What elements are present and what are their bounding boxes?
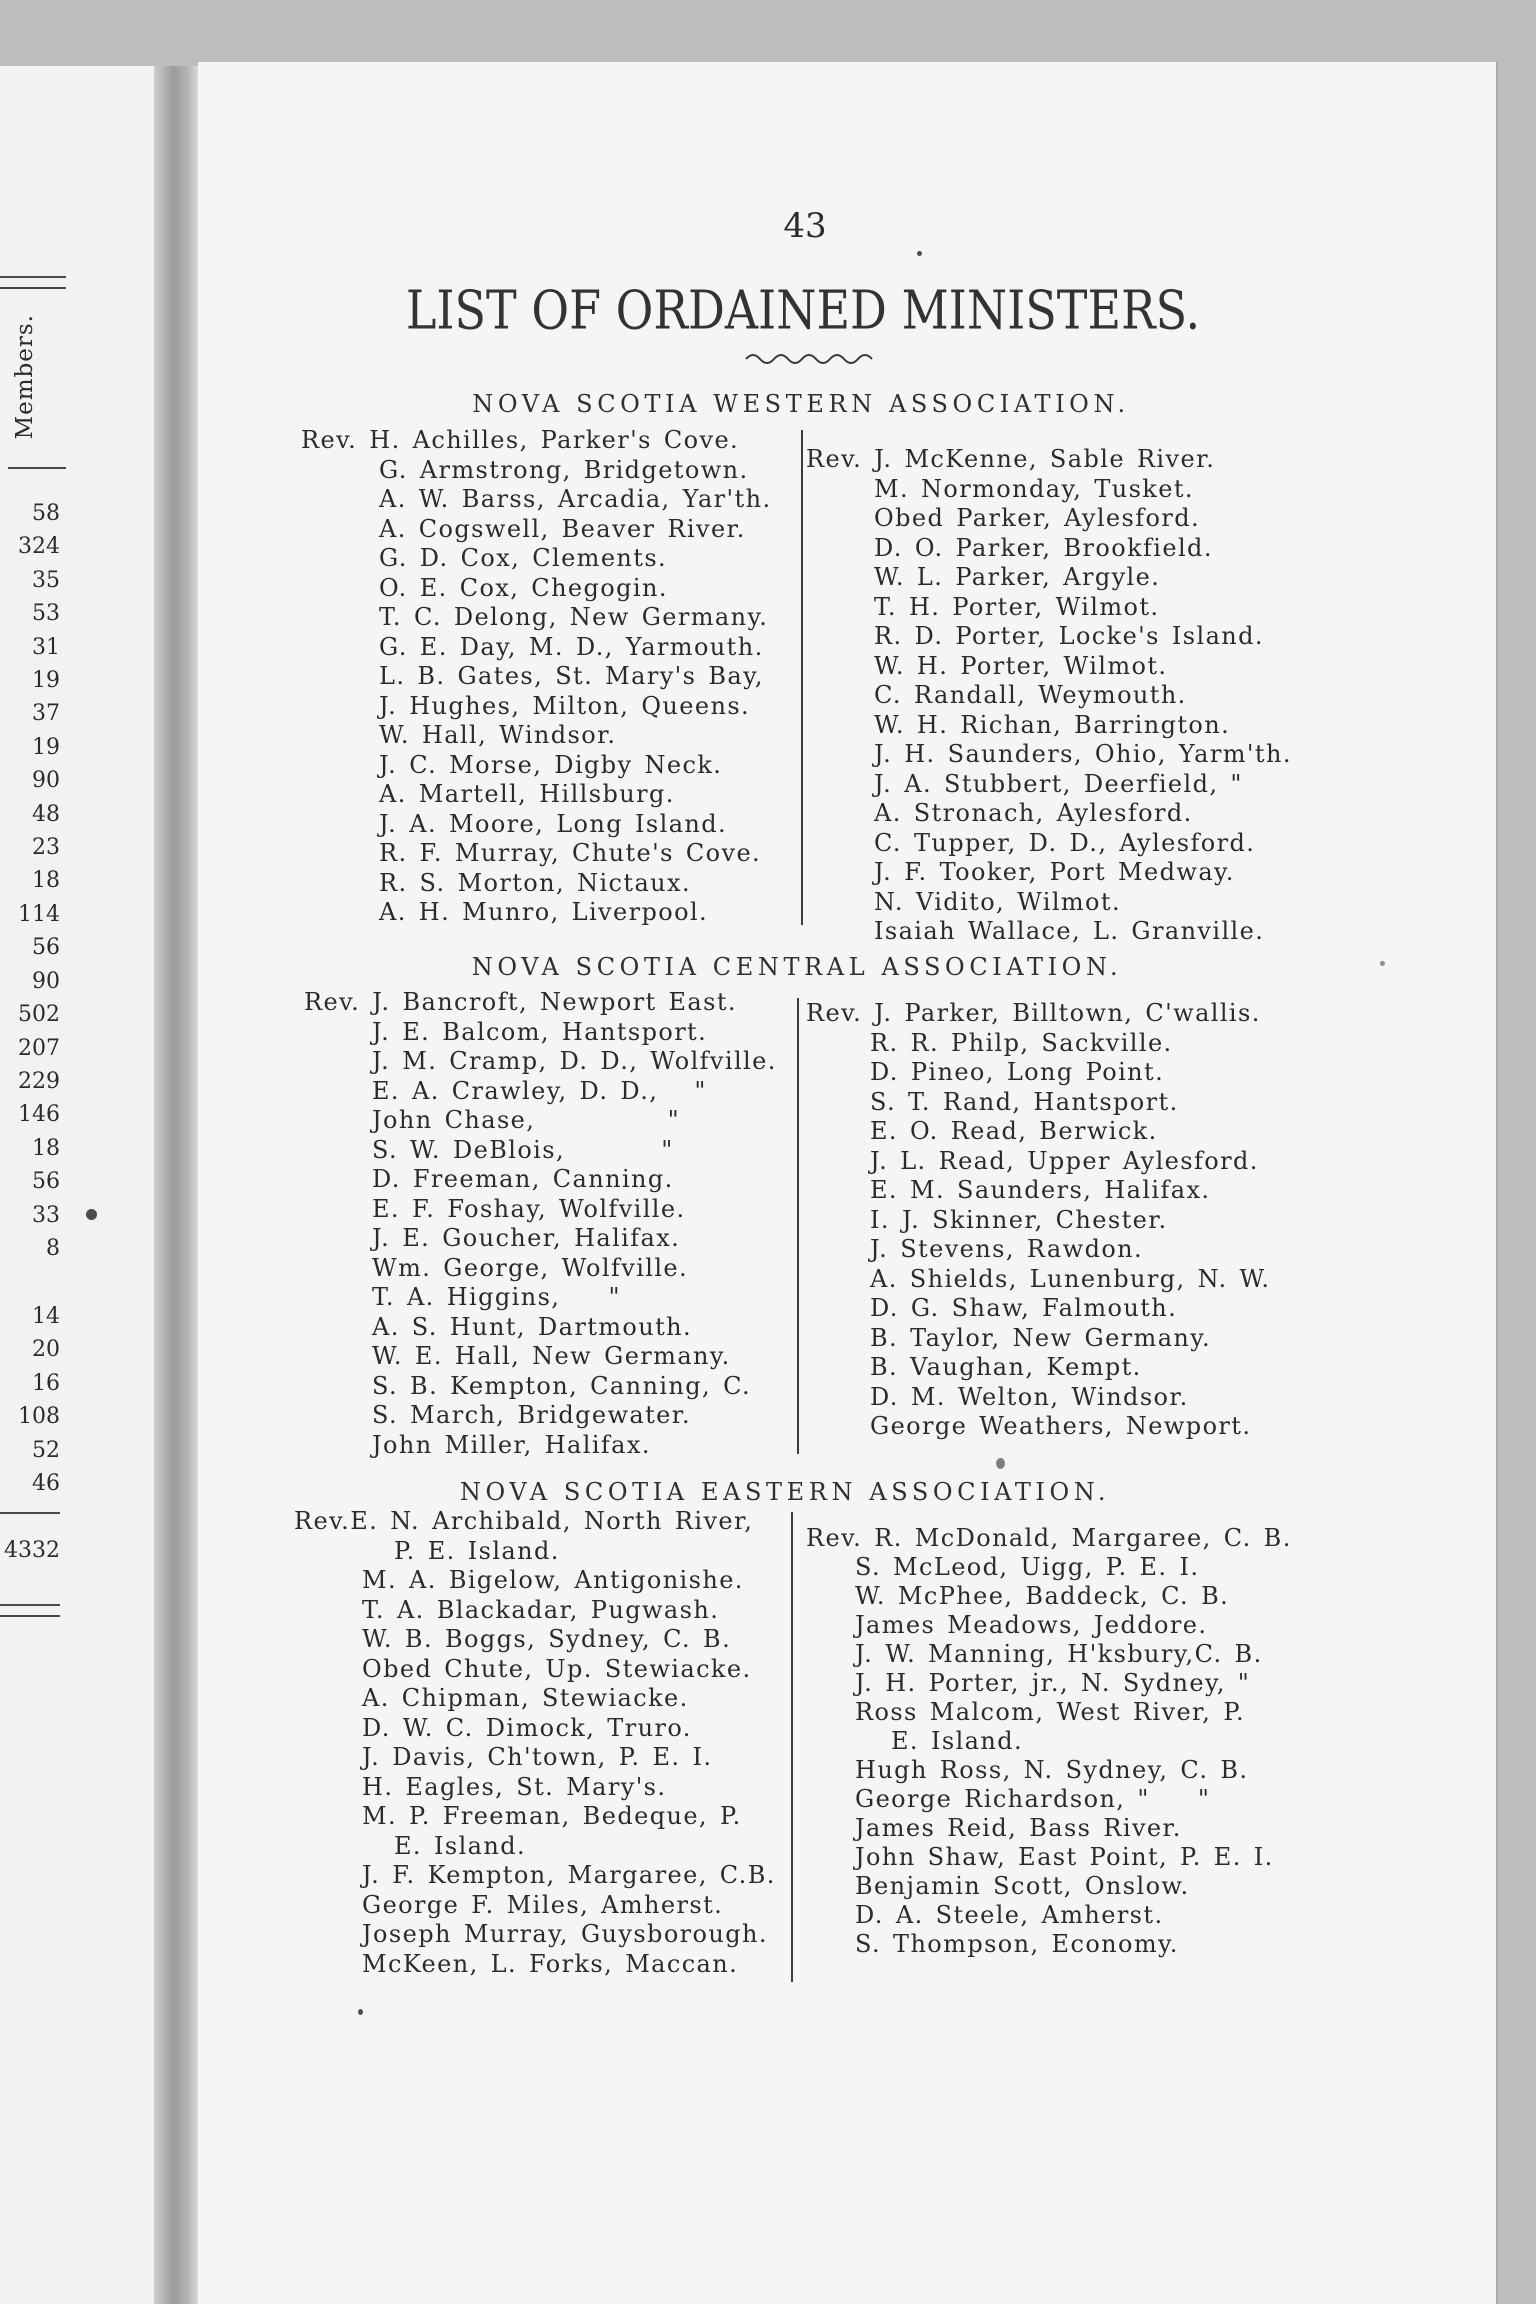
rule-line <box>0 1512 60 1514</box>
minister-entry: S. McLeod, Uigg, P. E. I. <box>855 1553 1200 1581</box>
minister-entry: D. W. C. Dimock, Truro. <box>362 1713 692 1742</box>
ink-spot <box>358 2009 363 2015</box>
minister-entry: B. Vaughan, Kempt. <box>870 1353 1142 1381</box>
minister-entry: E. M. Saunders, Halifax. <box>870 1176 1211 1204</box>
minister-entry: John Chase, " <box>372 1106 681 1134</box>
minister-entry: Obed Parker, Aylesford. <box>874 504 1201 532</box>
member-count: 146 <box>18 1102 60 1128</box>
minister-entry: John Shaw, East Point, P. E. I. <box>855 1843 1274 1871</box>
rule-line <box>0 287 66 289</box>
minister-entry: J. H. Saunders, Ohio, Yarm'th. <box>874 740 1292 768</box>
section-heading-central: NOVA SCOTIA CENTRAL ASSOCIATION. <box>471 953 1123 981</box>
member-count: 16 <box>32 1370 60 1396</box>
minister-entry: J. E. Goucher, Halifax. <box>372 1224 681 1252</box>
minister-entry: J. F. Tooker, Port Medway. <box>874 858 1235 886</box>
member-count: 33 <box>32 1202 60 1228</box>
rule-line <box>0 1615 60 1617</box>
minister-entry: T. H. Porter, Wilmot. <box>874 592 1160 621</box>
minister-entry: J. A. Stubbert, Deerfield, " <box>874 769 1243 798</box>
minister-entry: A. Stronach, Aylesford. <box>874 799 1193 827</box>
western-left-column <box>301 426 771 928</box>
member-count: 90 <box>32 968 60 994</box>
minister-entry: I. J. Skinner, Chester. <box>870 1205 1168 1234</box>
minister-entry: R. D. Porter, Locke's Island. <box>874 622 1264 650</box>
page-title: LIST OF ORDAINED MINISTERS. <box>405 278 1201 341</box>
minister-entry: S. B. Kempton, Canning, C. <box>372 1371 752 1400</box>
minister-entry: M. A. Bigelow, Antigonishe. <box>362 1566 744 1594</box>
member-count: 19 <box>32 668 60 694</box>
minister-entry: Rev. J. Parker, Billtown, C'wallis. <box>806 999 1261 1027</box>
minister-entry: D. Freeman, Canning. <box>372 1165 674 1193</box>
minister-entry: T. C. Delong, New Germany. <box>379 603 769 631</box>
minister-entry: D. O. Parker, Brookfield. <box>874 533 1213 562</box>
minister-entry: B. Taylor, New Germany. <box>870 1323 1212 1352</box>
minister-entry: E. F. Foshay, Wolfville. <box>372 1194 686 1223</box>
minister-entry-continuation: E. Island. <box>891 1727 1024 1755</box>
member-count: 207 <box>18 1035 60 1061</box>
minister-entry: A. Martell, Hillsburg. <box>379 780 675 808</box>
minister-entry: T. A. Higgins, " <box>372 1283 621 1311</box>
minister-entry: W. Hall, Windsor. <box>379 721 617 749</box>
minister-entry: A. S. Hunt, Dartmouth. <box>372 1312 693 1341</box>
minister-entry: John Miller, Halifax. <box>372 1430 651 1459</box>
member-count: 324 <box>18 534 60 560</box>
minister-entry: W. L. Parker, Argyle. <box>874 563 1161 591</box>
minister-entry: J. F. Kempton, Margaree, C.B. <box>362 1861 776 1889</box>
member-count: 18 <box>32 1135 60 1161</box>
column-divider <box>801 430 803 925</box>
minister-entry: Benjamin Scott, Onslow. <box>855 1872 1190 1900</box>
ink-spot <box>917 251 922 256</box>
minister-entry: J. H. Porter, jr., N. Sydney, " <box>855 1669 1251 1697</box>
member-count: 53 <box>32 601 60 627</box>
minister-entry: J. W. Manning, H'ksbury,C. B. <box>855 1640 1263 1668</box>
member-count: 56 <box>32 935 60 961</box>
minister-entry: James Meadows, Jeddore. <box>855 1611 1208 1639</box>
minister-entry: O. E. Cox, Chegogin. <box>379 573 668 602</box>
member-count: 37 <box>32 701 60 727</box>
eastern-left-column <box>294 1507 776 1979</box>
minister-entry: W. B. Boggs, Sydney, C. B. <box>362 1625 732 1653</box>
minister-entry: M. P. Freeman, Bedeque, P. <box>362 1802 742 1830</box>
minister-entry: S. Thompson, Economy. <box>855 1930 1179 1958</box>
section-heading-eastern: NOVA SCOTIA EASTERN ASSOCIATION. <box>459 1478 1111 1506</box>
member-count: 48 <box>32 801 60 827</box>
member-count: 114 <box>18 901 60 927</box>
member-count: 14 <box>32 1304 60 1329</box>
minister-entry: James Reid, Bass River. <box>855 1814 1182 1842</box>
minister-entry: A. Chipman, Stewiacke. <box>362 1684 689 1712</box>
minister-entry: J. M. Cramp, D. D., Wolfville. <box>372 1047 777 1075</box>
minister-entry: L. B. Gates, St. Mary's Bay, <box>379 662 764 690</box>
minister-entry: Wm. George, Wolfville. <box>372 1253 689 1282</box>
minister-entry: G. Armstrong, Bridgetown. <box>379 455 749 484</box>
minister-entry: D. Pineo, Long Point. <box>870 1058 1165 1086</box>
minister-entry: C. Tupper, D. D., Aylesford. <box>874 828 1256 857</box>
minister-entry: T. A. Blackadar, Pugwash. <box>362 1595 720 1624</box>
minister-entry: R. F. Murray, Chute's Cove. <box>379 839 762 867</box>
minister-entry: S. March, Bridgewater. <box>372 1401 692 1429</box>
minister-entry-continuation: P. E. Island. <box>394 1536 560 1565</box>
minister-entry: D. G. Shaw, Falmouth. <box>870 1294 1178 1322</box>
minister-entry: Obed Chute, Up. Stewiacke. <box>362 1654 752 1683</box>
column-divider <box>797 998 799 1454</box>
member-counts-upper <box>0 497 60 1265</box>
ink-spot <box>996 1458 1005 1469</box>
minister-entry: George Weathers, Newport. <box>870 1412 1252 1440</box>
minister-entry: N. Vidito, Wilmot. <box>874 887 1121 916</box>
minister-entry: R. R. Philp, Sackville. <box>870 1028 1173 1057</box>
wave-ornament <box>743 350 873 366</box>
minister-entry: Rev. J. McKenne, Sable River. <box>806 445 1216 473</box>
column-divider <box>791 1512 793 1982</box>
minister-entry: Ross Malcom, West River, P. <box>855 1698 1246 1726</box>
member-count: 90 <box>32 768 60 794</box>
eastern-right-column <box>806 1524 1292 1959</box>
minister-entry: Rev. H. Achilles, Parker's Cove. <box>301 426 740 454</box>
rule-line <box>0 1604 60 1606</box>
minister-entry: H. Eagles, St. Mary's. <box>362 1772 667 1801</box>
member-count: 18 <box>32 868 60 894</box>
minister-entry: C. Randall, Weymouth. <box>874 681 1187 709</box>
minister-entry: Joseph Murray, Guysborough. <box>362 1920 768 1948</box>
minister-entry: E. A. Crawley, D. D., " <box>372 1076 707 1105</box>
minister-entry: W. H. Porter, Wilmot. <box>874 651 1168 680</box>
member-total: 4332 <box>4 1538 60 1563</box>
member-count: 8 <box>46 1235 60 1261</box>
member-count: 31 <box>32 634 60 660</box>
minister-entry: George F. Miles, Amherst. <box>362 1890 724 1919</box>
minister-entry: S. T. Rand, Hantsport. <box>870 1087 1179 1116</box>
minister-entry: W. E. Hall, New Germany. <box>372 1342 731 1370</box>
minister-entry: D. A. Steele, Amherst. <box>855 1901 1164 1929</box>
minister-entry: Rev. R. McDonald, Margaree, C. B. <box>806 1524 1292 1552</box>
member-count: 20 <box>32 1337 60 1363</box>
minister-entry: W. McPhee, Baddeck, C. B. <box>855 1582 1230 1610</box>
binding-gutter <box>154 66 198 2304</box>
central-right-column <box>806 999 1270 1442</box>
member-count: 23 <box>32 835 60 861</box>
member-count: 35 <box>32 567 60 593</box>
member-count: 502 <box>18 1002 60 1028</box>
member-count: 58 <box>32 501 60 526</box>
minister-entry: A. W. Barss, Arcadia, Yar'th. <box>379 485 772 513</box>
minister-entry: A. Cogswell, Beaver River. <box>379 514 746 543</box>
minister-entry: J. C. Morse, Digby Neck. <box>379 750 723 779</box>
member-count: 46 <box>32 1471 60 1497</box>
minister-entry: Isaiah Wallace, L. Granville. <box>874 917 1265 945</box>
minister-entry: J. Hughes, Milton, Queens. <box>379 691 751 720</box>
minister-entry: E. O. Read, Berwick. <box>870 1117 1158 1145</box>
minister-entry: G. D. Cox, Clements. <box>379 544 668 572</box>
member-count: 108 <box>18 1404 60 1430</box>
minister-entry: S. W. DeBlois, " <box>372 1135 674 1164</box>
rule-line <box>0 276 66 278</box>
minister-entry: A. H. Munro, Liverpool. <box>379 898 709 926</box>
member-count: 229 <box>18 1068 60 1094</box>
minister-entry: M. Normonday, Tusket. <box>874 474 1194 503</box>
member-count: 52 <box>32 1437 60 1463</box>
minister-entry: R. S. Morton, Nictaux. <box>379 868 691 897</box>
minister-entry: George Richardson, " " <box>855 1785 1211 1813</box>
minister-entry: G. E. Day, M. D., Yarmouth. <box>379 632 764 661</box>
minister-entry: W. H. Richan, Barrington. <box>874 710 1231 739</box>
members-column-header: Members. <box>12 314 38 440</box>
section-heading-western: NOVA SCOTIA WESTERN ASSOCIATION. <box>472 390 1130 418</box>
minister-entry: McKeen, L. Forks, Maccan. <box>362 1949 739 1978</box>
member-counts-lower <box>0 1300 60 1500</box>
minister-entry: J. Davis, Ch'town, P. E. I. <box>362 1743 713 1771</box>
western-right-column <box>806 445 1292 947</box>
ink-spot <box>1380 961 1385 966</box>
minister-entry: J. A. Moore, Long Island. <box>379 809 728 838</box>
minister-entry: Hugh Ross, N. Sydney, C. B. <box>855 1756 1249 1784</box>
minister-entry: Rev.E. N. Archibald, North River, <box>294 1507 754 1535</box>
ink-spot <box>86 1209 97 1220</box>
member-count: 19 <box>32 734 60 760</box>
minister-entry: J. E. Balcom, Hantsport. <box>372 1017 708 1046</box>
minister-entry: J. Stevens, Rawdon. <box>870 1235 1144 1263</box>
central-left-column <box>304 988 777 1460</box>
page-number: 43 <box>783 206 827 246</box>
minister-entry: Rev. J. Bancroft, Newport East. <box>304 988 737 1016</box>
rule-line <box>8 467 66 469</box>
minister-entry: J. L. Read, Upper Aylesford. <box>870 1146 1259 1175</box>
member-count: 56 <box>32 1169 60 1195</box>
minister-entry-continuation: E. Island. <box>394 1831 527 1860</box>
minister-entry: D. M. Welton, Windsor. <box>870 1382 1189 1411</box>
minister-entry: A. Shields, Lunenburg, N. W. <box>870 1264 1271 1293</box>
